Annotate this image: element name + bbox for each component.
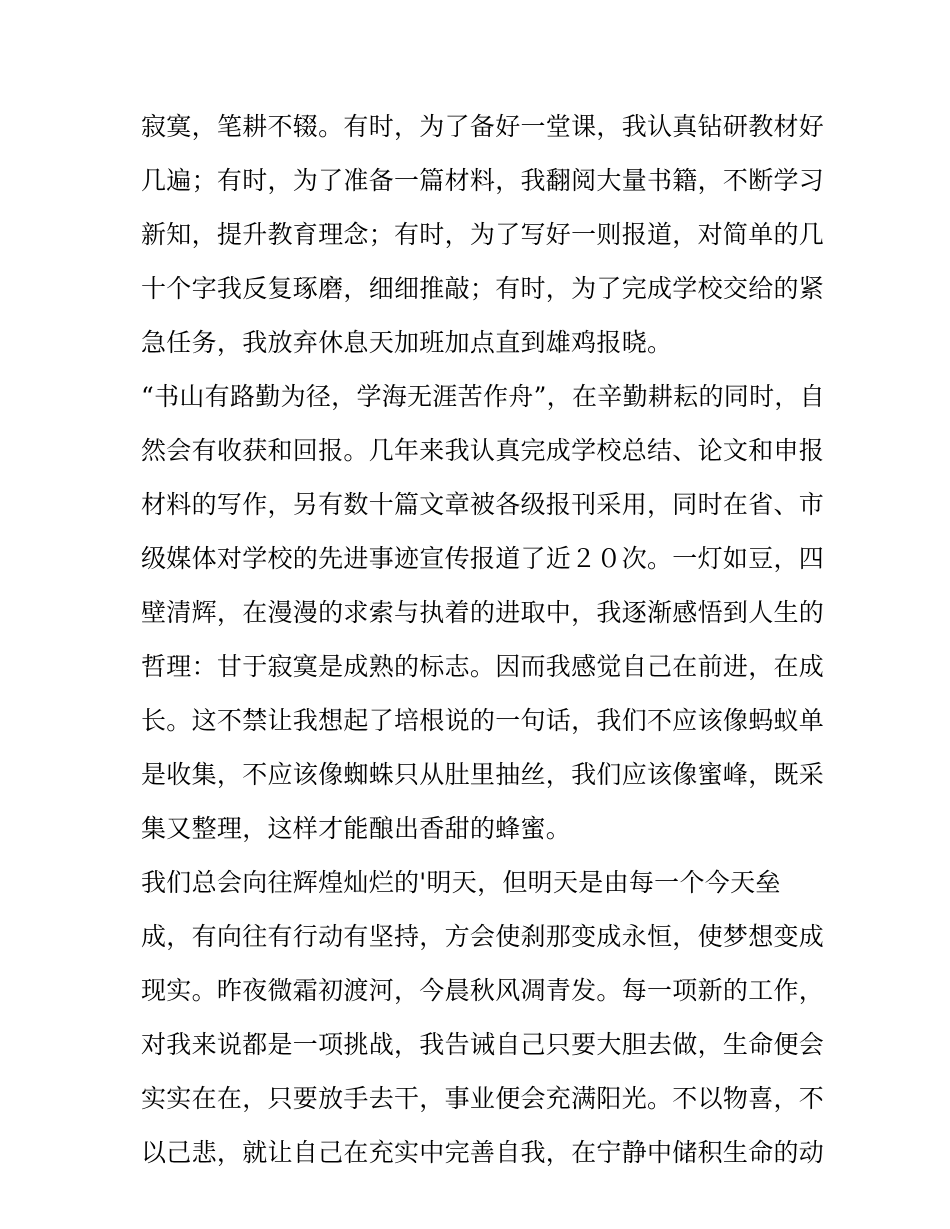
text-line-4: 十个字我反复琢磨，细细推敲；有时，为了完成学校交给的紧 — [141, 274, 825, 303]
text-line-13: 是收集，不应该像蜘蛛只从肚里抽丝，我们应该像蜜峰，既采 — [141, 760, 825, 789]
text-line-15: 我们总会向往辉煌灿烂的'明天，但明天是由每一个今天垒 — [141, 868, 781, 897]
text-line-10: 壁清辉，在漫漫的求索与执着的进取中，我逐渐感悟到人生的 — [141, 598, 825, 627]
text-line-19: 实实在在，只要放手去干，事业便会充满阳光。不以物喜，不 — [141, 1084, 825, 1113]
text-line-14: 集又整理，这样才能酿出香甜的蜂蜜。 — [141, 814, 572, 843]
text-line-11: 哲理：甘于寂寞是成熟的标志。因而我感觉自己在前进，在成 — [141, 652, 825, 681]
text-line-6: “书山有路勤为径，学海无涯苦作舟”，在辛勤耕耘的同时，自 — [141, 382, 825, 411]
text-line-17: 现实。昨夜微霜初渡河，今晨秋风凋青发。每一项新的工作， — [141, 976, 825, 1005]
text-line-9: 级媒体对学校的先进事迹宣传报道了近２０次。一灯如豆，四 — [141, 544, 825, 573]
text-line-1: 寂寞，笔耕不辍。有时，为了备好一堂课，我认真钻研教材好 — [141, 112, 825, 141]
text-line-16: 成，有向往有行动有坚持，方会使刹那变成永恒，使梦想变成 — [141, 922, 825, 951]
text-line-3: 新知，提升教育理念；有时，为了写好一则报道，对简单的几 — [141, 220, 825, 249]
text-line-5: 急任务，我放弃休息天加班加点直到雄鸡报晓。 — [141, 328, 673, 357]
text-line-2: 几遍；有时，为了准备一篇材料，我翻阅大量书籍，不断学习 — [141, 166, 825, 195]
text-line-7: 然会有收获和回报。几年来我认真完成学校总结、论文和申报 — [141, 436, 825, 465]
text-line-12: 长。这不禁让我想起了培根说的一句话，我们不应该像蚂蚁单 — [141, 706, 825, 735]
text-line-20: 以己悲，就让自己在充实中完善自我，在宁静中储积生命的动 — [141, 1138, 825, 1167]
text-line-8: 材料的写作，另有数十篇文章被各级报刊采用，同时在省、市 — [141, 490, 825, 519]
text-line-18: 对我来说都是一项挑战，我告诫自己只要大胆去做，生命便会 — [141, 1030, 825, 1059]
